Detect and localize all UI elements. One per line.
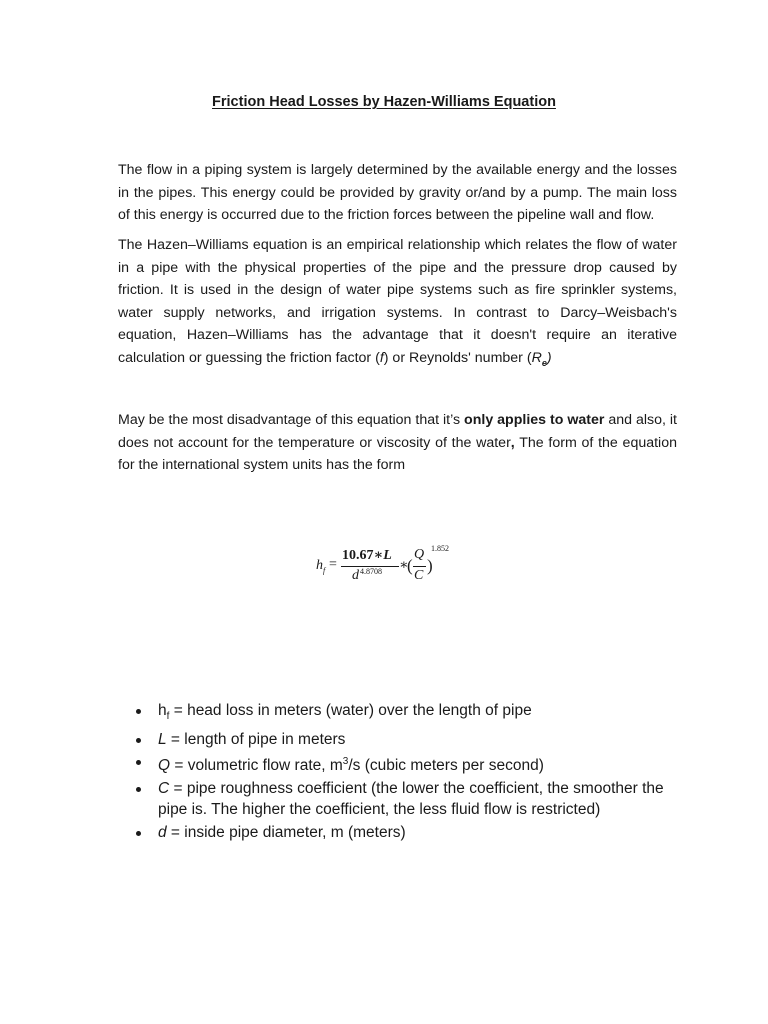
formula-open-paren: (: [407, 556, 413, 575]
reynolds-base: R: [531, 349, 542, 366]
p3-bold-comma: ,: [510, 434, 515, 451]
formula-Q: Q: [414, 547, 425, 562]
var-h-desc: = head loss in meters (water) over the length of pipe: [169, 702, 532, 719]
formula-equals: =: [329, 557, 337, 572]
p3-bold-only-water: only applies to water: [464, 412, 605, 428]
bullet-dot: [136, 831, 141, 836]
friction-factor-symbol: f: [379, 349, 384, 366]
list-item: [136, 778, 696, 821]
formula-fraction-bar-2: [413, 566, 426, 567]
var-Q-sup: 3: [342, 756, 349, 768]
list-item: [136, 729, 696, 751]
p3-end: The form of the equation for the international system units has the form: [118, 434, 677, 473]
var-L-desc: = length of pipe in meters: [166, 730, 346, 748]
formula-coef: 10.67: [342, 548, 374, 563]
formula-close-paren: ): [427, 556, 433, 575]
formula-times-1: ∗: [373, 548, 384, 563]
reynolds-symbol: [532, 350, 547, 366]
var-h-sub: f: [166, 711, 170, 723]
p2-text: The Hazen–Williams equation is an empirical relationship which relates the flow of water in a pipe with the physical properties of the pipe and the pressure drop caused by friction. It is used in the design of water pipe systems such as fire sprinkler systems, water supply networks, and irrigation systems. In contrast to Darcy–Weisbach's equation, Hazen–Williams has the advantage that it doesn't require an iterative calculation or guessing the friction factor (: [118, 237, 677, 366]
list-item: [136, 822, 696, 844]
p2-end: ): [546, 349, 552, 366]
bullet-dot: [136, 709, 141, 714]
var-C: C: [158, 779, 170, 797]
paragraph-intro: The flow in a piping system is largely determined by the available energy and the losses in the pipes. This energy could be provided by gravity or/and by a pump. The main loss of this energy is occurred due to the friction forces between the pipeline wall and flow.: [118, 162, 677, 223]
p3-start: May be the most disadvantage of this equation that it’s: [118, 412, 465, 428]
paragraph-disadvantage: [118, 409, 677, 477]
document-title: Friction Head Losses by Hazen-Williams Equation: [212, 94, 556, 110]
var-d: d: [158, 823, 167, 841]
var-d-desc: = inside pipe diameter, m (meters): [166, 823, 406, 841]
var-Q-desc-b: /s (cubic meters per second): [348, 757, 544, 775]
var-h: h: [158, 702, 167, 719]
var-L: L: [158, 730, 167, 748]
bullet-dot: [136, 738, 141, 743]
formula-L: L: [383, 548, 392, 563]
formula-exponent: 1.852: [431, 544, 449, 553]
var-Q-desc-a: = volumetric flow rate, m: [170, 757, 343, 775]
formula-lhs: [316, 558, 325, 575]
variable-definitions-list: [136, 700, 696, 844]
hazen-williams-formula: [310, 538, 470, 598]
formula-d-exponent: 4.8708: [360, 567, 382, 576]
bullet-dot: [136, 760, 141, 765]
formula-times-2: ∗: [399, 558, 409, 573]
formula-numerator: [342, 547, 392, 564]
formula-d: d: [352, 568, 359, 583]
var-C-desc: = pipe roughness coefficient (the lower the coefficient, the smoother the pipe is. The higher the coefficient, the less fluid flow is restricted): [158, 779, 664, 819]
p3-middle: and also, it does not account for the temperature or viscosity of the water: [118, 412, 677, 451]
formula-C: C: [414, 568, 424, 583]
bullet-dot: [136, 787, 141, 792]
list-item: [136, 751, 696, 777]
paragraph-hazen-williams: [118, 234, 677, 374]
p2-mid: ) or Reynolds' number (: [383, 349, 532, 366]
formula-h-sub: f: [323, 565, 326, 575]
formula-h: h: [316, 558, 323, 573]
reynolds-sub: e: [541, 357, 547, 368]
var-Q: Q: [158, 757, 171, 775]
list-item: [136, 700, 696, 728]
